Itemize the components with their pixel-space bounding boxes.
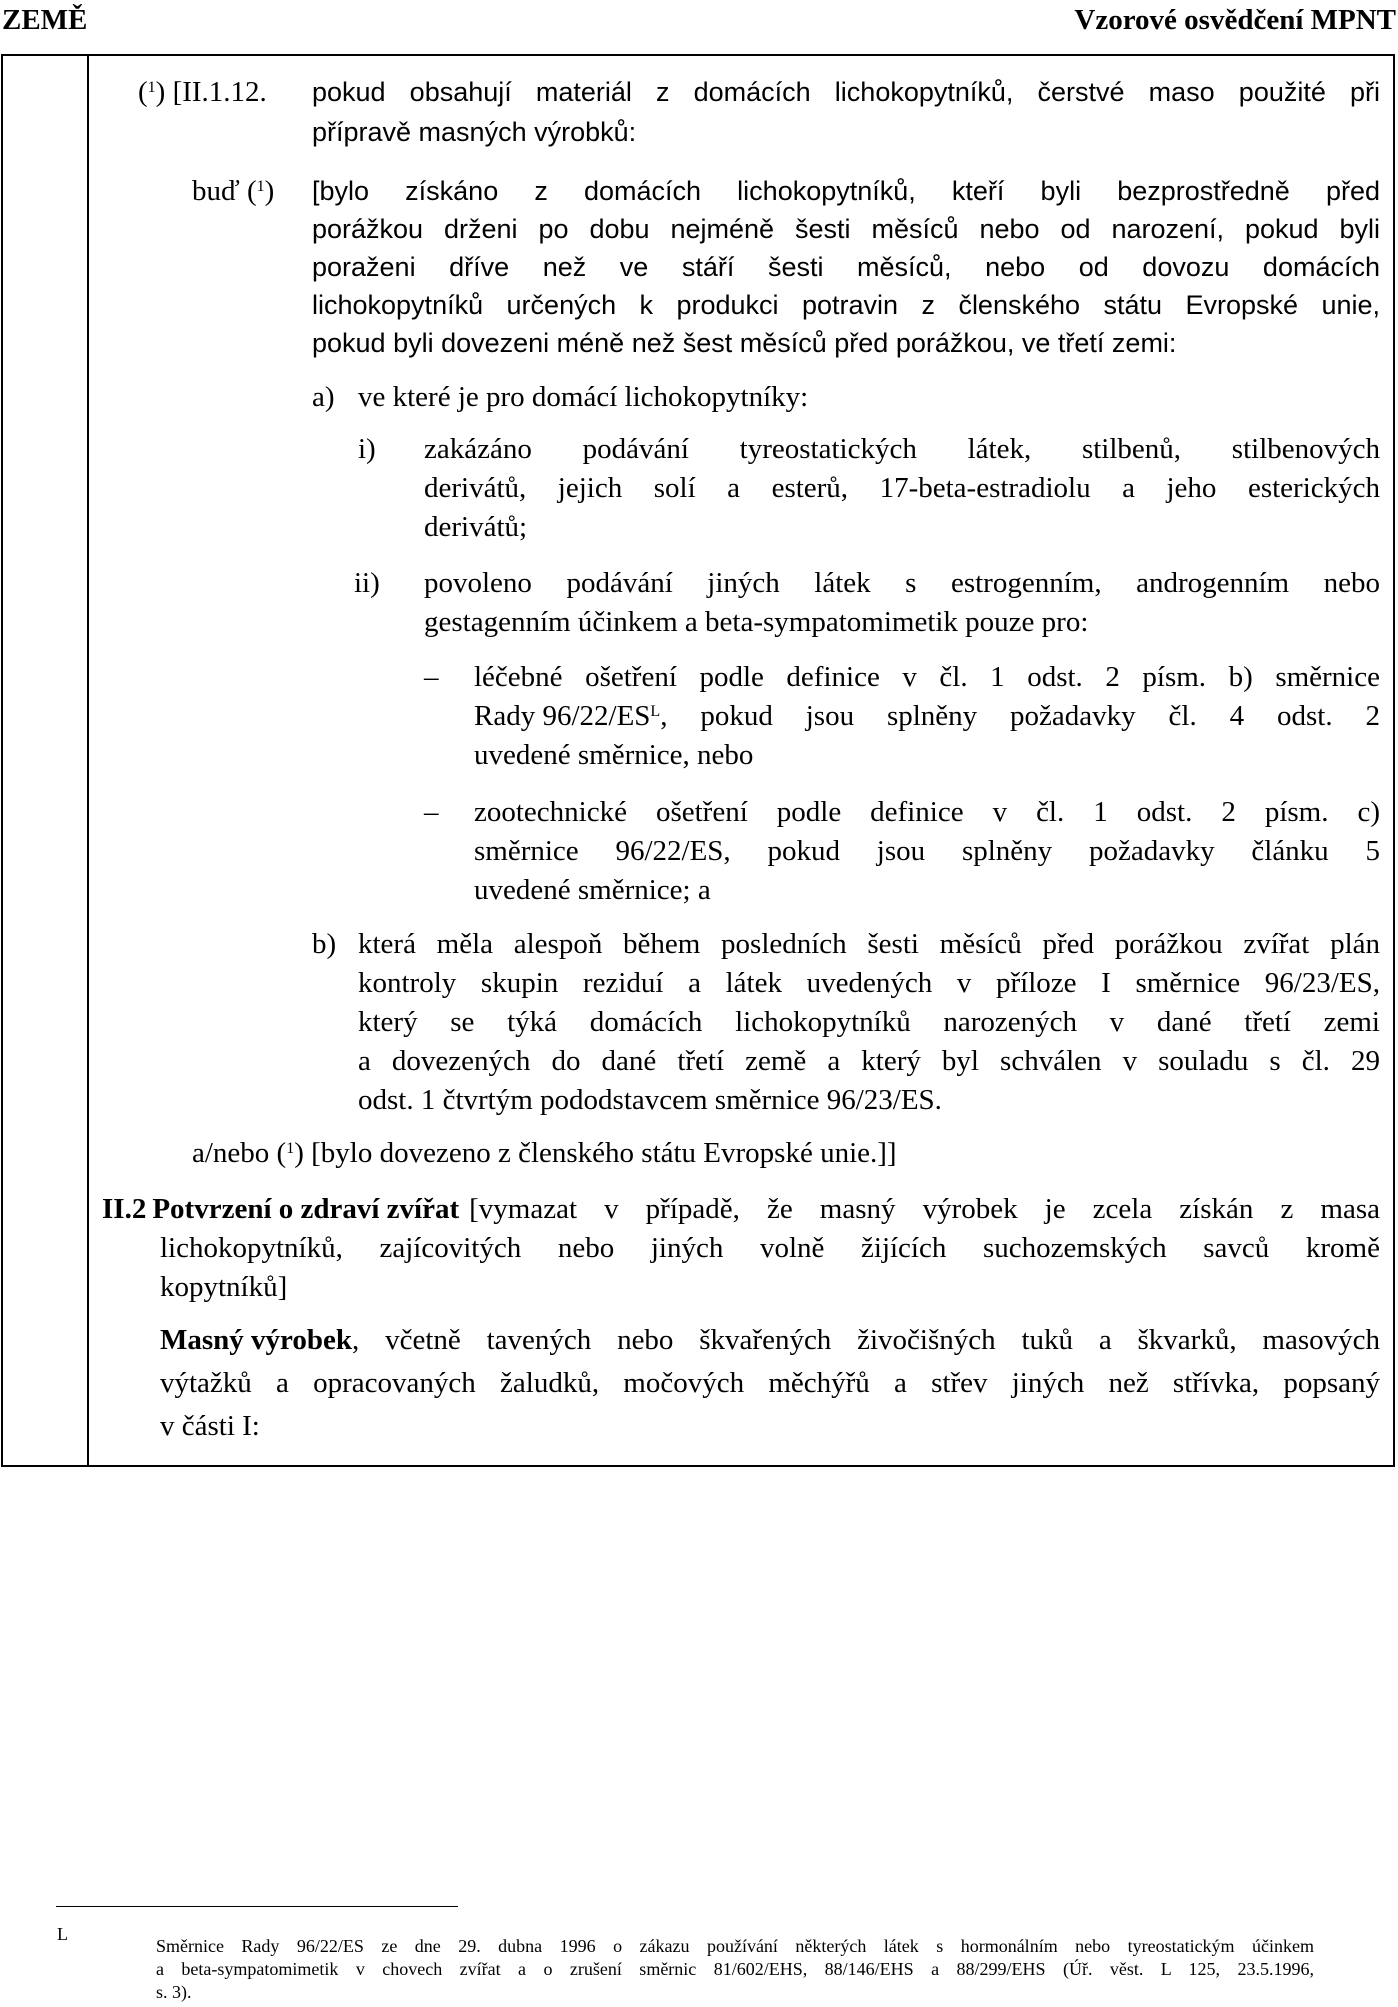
dash-bullet: –	[424, 661, 439, 693]
paragraph-line: který se týká domácích lichokopytníků narozených v dané třetí zemi	[358, 1006, 1380, 1038]
footnote-mark: L	[57, 1924, 68, 1944]
section-II-2-heading: II.2 Potvrzení o zdraví zvířat [vymazat v případě, že masný výrobek je zcela získán z masa	[102, 1193, 1380, 1225]
and-or-line: a/nebo ($^1$) [bylo dovezeno z členského státu Evropské unie.]]	[192, 1137, 897, 1169]
footnote-line: s. 3).	[156, 1982, 192, 2002]
paragraph-line: zootechnické ošetření podle definice v čl. 1 odst. 2 písm. c)	[474, 796, 1380, 828]
paragraph-line: uvedené směrnice, nebo	[474, 739, 754, 771]
paragraph-line: gestagenním účinkem a beta-sympatomimetik pouze pro:	[424, 606, 1089, 638]
paragraph-line: lichokopytníků, zajícovitých nebo jiných volně žijících suchozemských savců kromě	[160, 1232, 1380, 1264]
item-a-label: a)	[312, 381, 335, 413]
header-certificate-title: Vzorové osvědčení MPNT	[1074, 4, 1396, 36]
item-i-label: i)	[358, 433, 376, 465]
footnote-line: a beta-sympatomimetik v chovech zvířat a o zrušení směrnic 81/602/EHS, 88/146/EHS a 88/299/EHS (Úř. věst. L 125, 23.5.1996,	[156, 1959, 1314, 1979]
header-country: ZEMĚ	[2, 4, 88, 36]
column-divider	[87, 56, 89, 1465]
footnote-separator	[56, 1906, 458, 1907]
paragraph-line: [bylo získáno z domácích lichokopytníků, kteří byli bezprostředně před	[312, 176, 1380, 206]
paragraph-line: a dovezených do dané třetí země a který byl schválen v souladu s čl. 29	[358, 1045, 1380, 1077]
footnote-line: Směrnice Rady 96/22/ES ze dne 29. dubna 1996 o zákazu používání některých látek s hormonálním nebo tyreostatickým účinkem	[156, 1936, 1314, 1956]
section-ref-II-1-12: ($^1$) [II.1.12.	[138, 76, 267, 108]
paragraph-line: Rady $96/22/ES^L$ , pokud jsou splněny požadavky čl. 4 odst. 2	[474, 700, 1380, 732]
paragraph-line: kontroly skupin reziduí a látek uvedených v příloze I směrnice 96/23/ES,	[358, 967, 1380, 999]
dash-bullet: –	[424, 796, 439, 828]
meat-product-heading: Masný výrobek , včetně tavených nebo škvařených živočišných tuků a škvarků, masových	[160, 1324, 1380, 1356]
paragraph-line: pokud obsahují materiál z domácích lichokopytníků, čerstvé maso použité při	[312, 77, 1380, 107]
paragraph-line: která měla alespoň během posledních šesti měsíců před porážkou zvířat plán	[358, 928, 1380, 960]
paragraph-line: povoleno podávání jiných látek s estrogenním, androgenním nebo	[424, 567, 1380, 599]
paragraph-line: uvedené směrnice; a	[474, 874, 711, 906]
paragraph-line: výtažků a opracovaných žaludků, močových měchýřů a střev jiných než střívka, popsaný	[160, 1367, 1380, 1399]
paragraph-line: porážkou drženi po dobu nejméně šesti měsíců nebo od narození, pokud byli	[312, 214, 1380, 244]
paragraph-line: přípravě masných výrobků:	[312, 117, 637, 147]
paragraph-line: poraženi dříve než ve stáří šesti měsíců, nebo od dovozu domácích	[312, 252, 1380, 282]
either-label: buď ($^1$)	[192, 175, 275, 207]
paragraph-line: lichokopytníků určených k produkci potravin z členského státu Evropské unie,	[312, 290, 1380, 320]
item-a-text: ve které je pro domácí lichokopytníky:	[358, 381, 809, 413]
paragraph-line: kopytníků]	[160, 1271, 288, 1303]
paragraph-line: odst. 1 čtvrtým pododstavcem směrnice 96/23/ES.	[358, 1084, 942, 1116]
paragraph-line: zakázáno podávání tyreostatických látek, stilbenů, stilbenových	[424, 433, 1380, 465]
item-b-label: b)	[312, 928, 337, 960]
item-ii-label: ii)	[354, 567, 380, 599]
paragraph-line: derivátů;	[424, 511, 528, 543]
paragraph-line: pokud byli dovezeni méně než šest měsíců před porážkou, ve třetí zemi:	[312, 328, 1177, 358]
paragraph-line: směrnice 96/22/ES, pokud jsou splněny požadavky článku 5	[474, 835, 1380, 867]
paragraph-line: derivátů, jejich solí a esterů, 17-beta-estradiolu a jeho esterických	[424, 472, 1380, 504]
paragraph-line: léčebné ošetření podle definice v čl. 1 odst. 2 písm. b) směrnice	[474, 661, 1380, 693]
paragraph-line: v části I:	[160, 1410, 260, 1442]
